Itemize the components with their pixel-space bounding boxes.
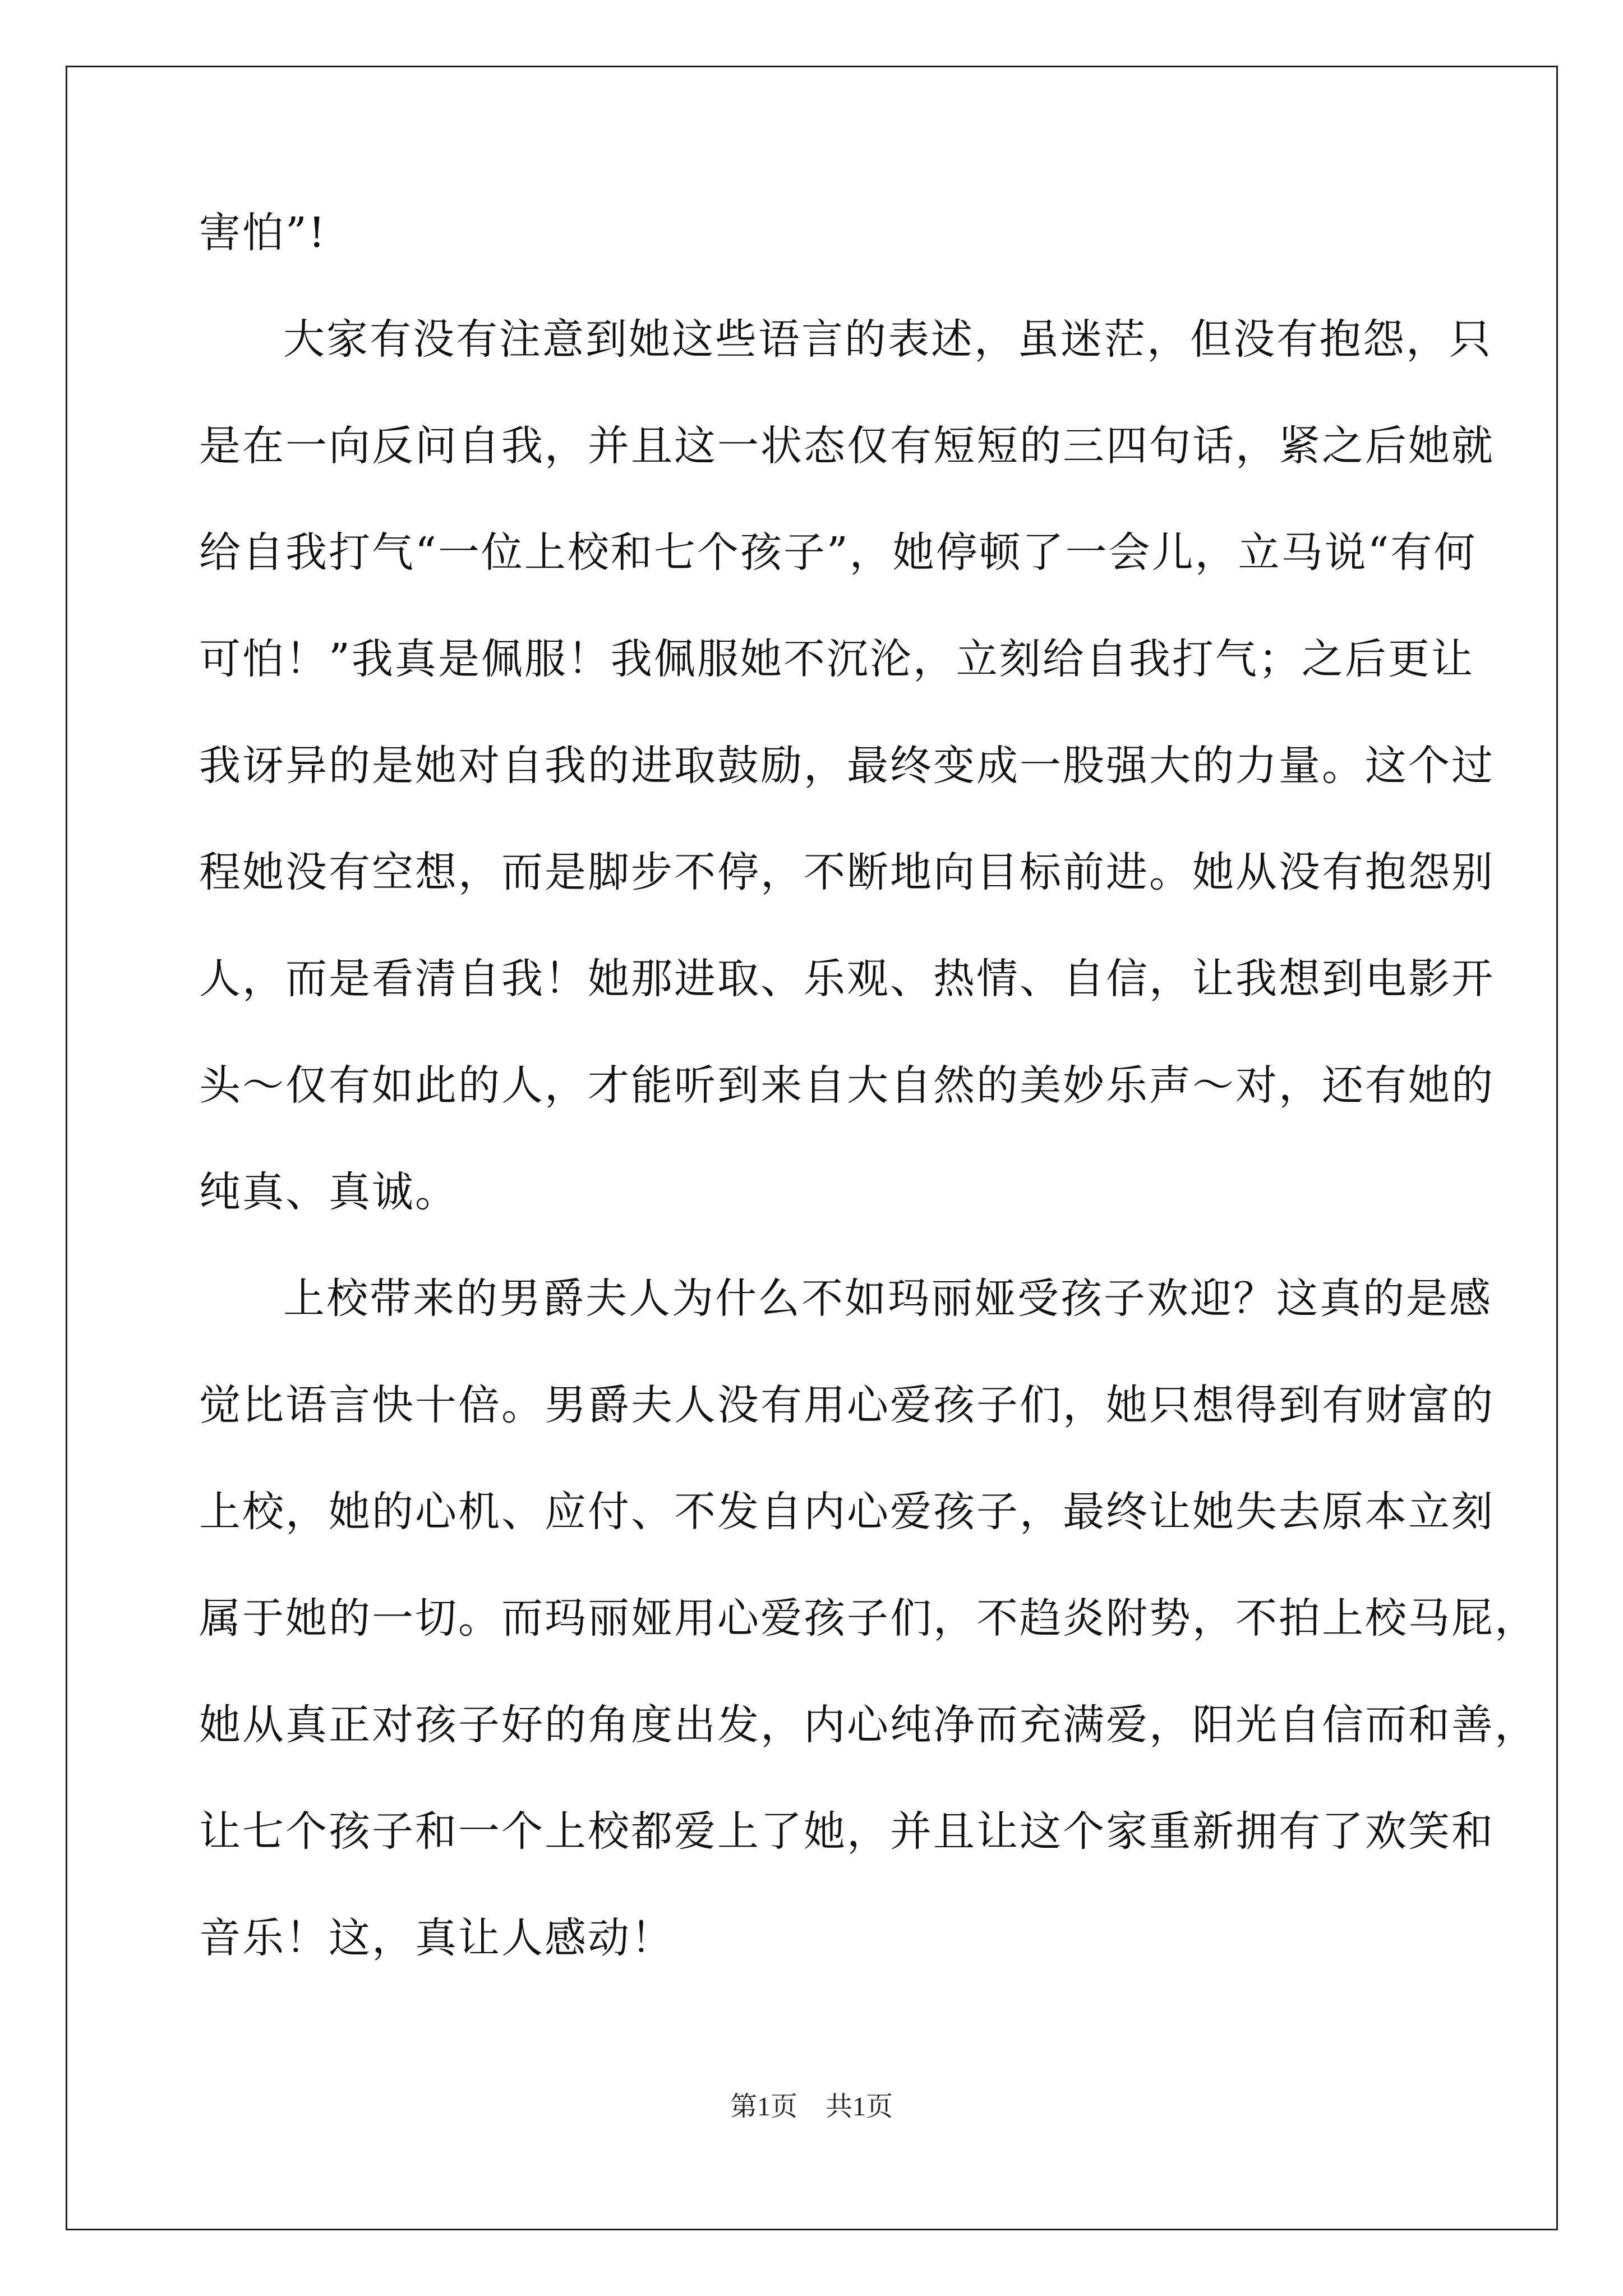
page-number: 第1页 [730, 2092, 797, 2122]
text-line: 属于她的一切。而玛丽娅用心爱孩子们，不趋炎附势，不拍上校马屁， [199, 1594, 1538, 1642]
text-line: 可怕！”我真是佩服！我佩服她不沉沦，立刻给自我打气；之后更让 [199, 635, 1474, 683]
text-line: 让七个孩子和一个上校都爱上了她，并且让这个家重新拥有了欢笑和 [199, 1807, 1495, 1856]
paragraph-last-line: 纯真、真诚。 [199, 1168, 458, 1216]
text-line: 我讶异的是她对自我的进取鼓励，最终变成一股强大的力量。这个过 [199, 742, 1495, 790]
text-line: 程她没有空想，而是脚步不停，不断地向目标前进。她从没有抱怨别 [199, 848, 1495, 896]
paragraph-first-line: 大家有没有注意到她这些语言的表述，虽迷茫，但没有抱怨，只 [283, 315, 1492, 364]
paragraph-first-line: 上校带来的男爵夫人为什么不如玛丽娅受孩子欢迎？这真的是感 [283, 1274, 1492, 1323]
page-footer [0, 2090, 1623, 2124]
text-line: 她从真正对孩子好的角度出发，内心纯净而充满爱，阳光自信而和善， [199, 1701, 1538, 1749]
text-line: 头～仅有如此的人，才能听到来自大自然的美妙乐声～对，还有她的 [199, 1061, 1495, 1110]
paragraph-last-line: 音乐！这，真让人感动！ [199, 1914, 674, 1962]
text-line: 人，而是看清自我！她那进取、乐观、热情、自信，让我想到电影开 [199, 955, 1495, 1003]
text-line: 上校，她的心机、应付、不发自内心爱孩子，最终让她失去原本立刻 [199, 1488, 1495, 1536]
text-line: 是在一向反问自我，并且这一状态仅有短短的三四句话，紧之后她就 [199, 422, 1495, 470]
page-total: 共1页 [826, 2092, 893, 2122]
text-line: 害怕”! [199, 209, 327, 257]
document-body [199, 180, 1538, 1991]
text-line: 给自我打气“一位上校和七个孩子”，她停顿了一会儿，立马说“有何 [199, 528, 1477, 577]
text-line: 觉比语言快十倍。男爵夫人没有用心爱孩子们，她只想得到有财富的 [199, 1381, 1495, 1429]
